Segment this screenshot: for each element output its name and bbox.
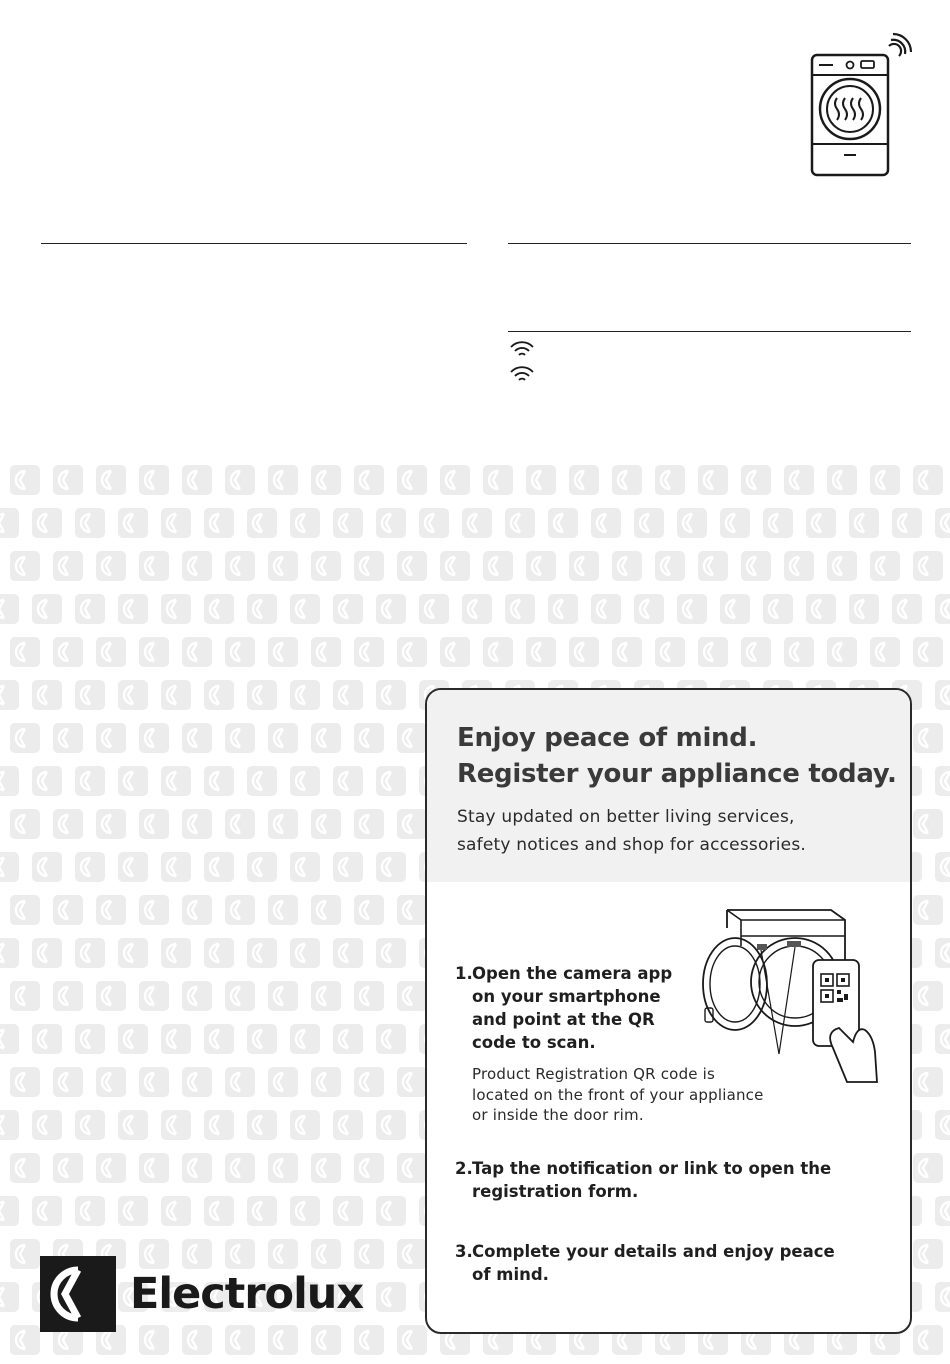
step-1-line-3: and point at the QR: [472, 1010, 655, 1029]
subtext-line-1: Stay updated on better living services,: [457, 807, 795, 827]
step-1-line-2: on your smartphone: [472, 987, 661, 1006]
registration-subtext: [457, 803, 806, 859]
step-1-line-4: code to scan.: [472, 1033, 596, 1052]
electrolux-logo-icon: [40, 1256, 116, 1332]
step-2: [455, 1157, 895, 1203]
step-2-line-2: registration form.: [472, 1182, 639, 1201]
note-line-3: or inside the door rim.: [472, 1106, 644, 1124]
connected-dryer-icon: [805, 28, 917, 180]
divider-right: [508, 243, 911, 244]
headline-line-1: Enjoy peace of mind.: [457, 723, 758, 753]
subtext-line-2: safety notices and shop for accessories.: [457, 835, 806, 855]
washer-qr-phone-icon: [699, 904, 899, 1086]
step-3-line-1: Complete your details and enjoy peace: [472, 1242, 835, 1261]
brand-wordmark: Electrolux: [130, 1269, 364, 1319]
step-1-number: 1.: [455, 964, 473, 983]
wifi-icon: [509, 340, 535, 360]
step-1: [455, 962, 695, 1054]
step-3: [455, 1240, 895, 1286]
step-1-line-1: Open the camera app: [472, 964, 673, 983]
step-2-number: 2.: [455, 1159, 473, 1178]
registration-headline: [457, 720, 897, 792]
registration-card: [425, 688, 912, 1334]
divider-left: [41, 243, 467, 244]
step-3-line-2: of mind.: [472, 1265, 549, 1284]
note-line-1: Product Registration QR code is: [472, 1065, 716, 1083]
step-3-number: 3.: [455, 1242, 473, 1261]
wifi-icon: [509, 365, 535, 385]
headline-line-2: Register your appliance today.: [457, 759, 897, 789]
divider-right-lower: [508, 331, 911, 332]
step-2-line-1: Tap the notification or link to open the: [472, 1159, 832, 1178]
qr-location-note: [472, 1064, 764, 1126]
note-line-2: located on the front of your appliance: [472, 1085, 764, 1104]
